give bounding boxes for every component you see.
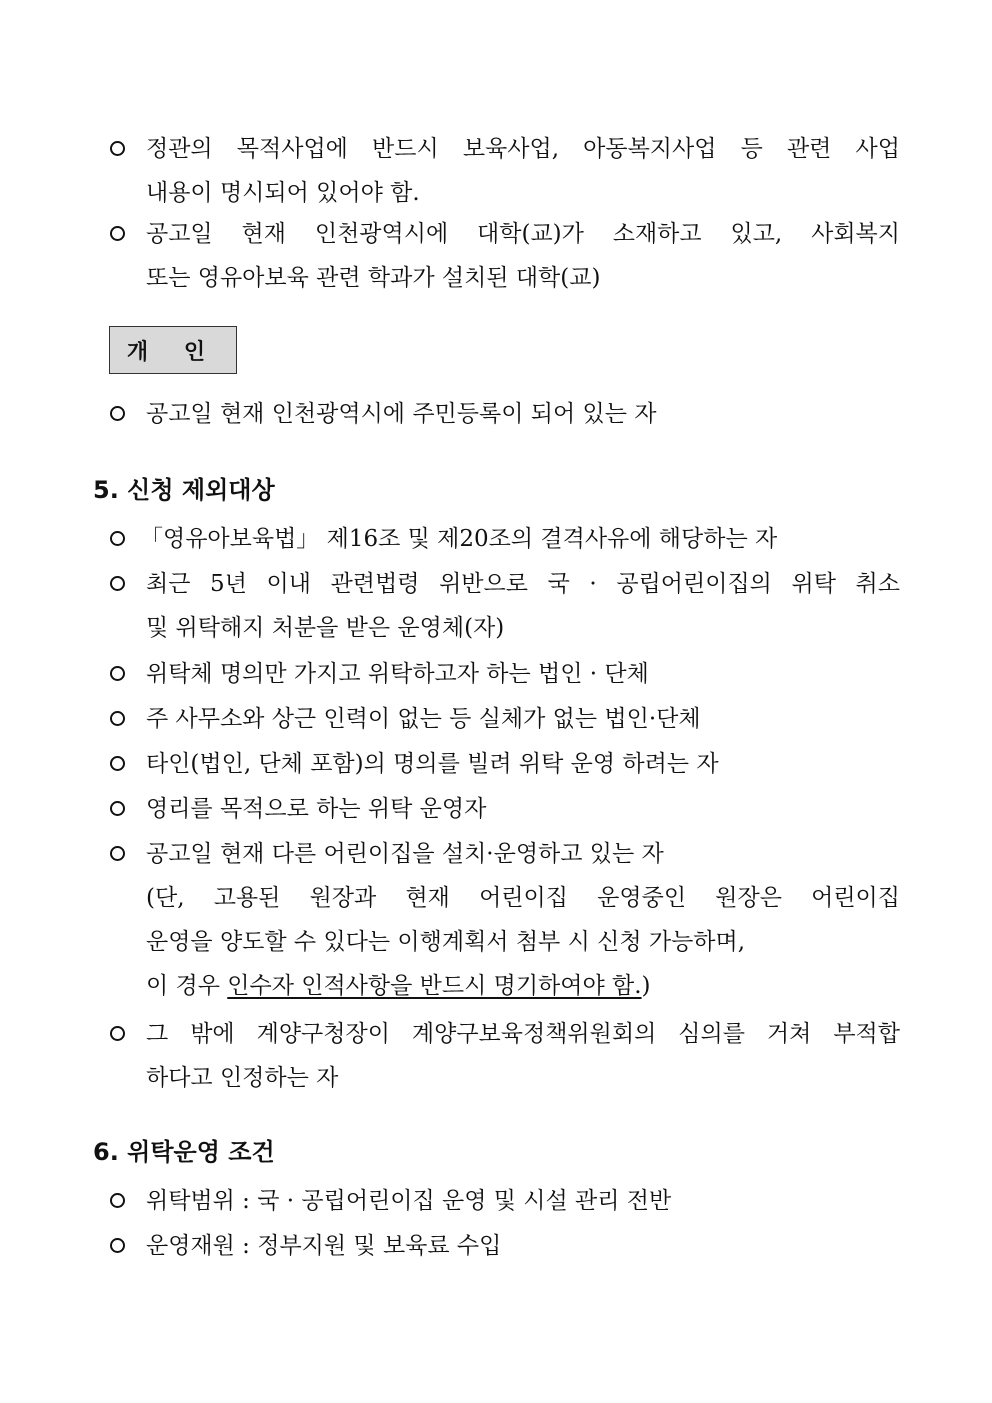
item-text: 하다고 인정하는 자 (146, 1065, 339, 1091)
list-item (110, 1179, 900, 1223)
list-item (110, 562, 900, 650)
item-text: (단, 고용된 원장과 현재 어린이집 운영중인 원장은 어린이집 (146, 885, 900, 911)
item-text: 그 밖에 계양구청장이 계양구보육정책위원회의 심의를 거쳐 부적합 (146, 1021, 900, 1047)
item-text: 공고일 현재 인천광역시에 주민등록이 되어 있는 자 (146, 401, 657, 427)
note-prefix: 이 경우 (146, 973, 228, 999)
item-text: 정관의 목적사업에 반드시 보육사업, 아동복지사업 등 관련 사업 (146, 136, 900, 162)
circle-bullet-icon (110, 666, 125, 681)
list-item (110, 1012, 900, 1100)
individual-label-box: 개 인 (109, 326, 237, 374)
circle-bullet-icon (110, 1238, 125, 1253)
section-5-title: 5. 신청 제외대상 (93, 476, 275, 504)
item-text: 또는 영유아보육 관련 학과가 설치된 대학(교) (146, 265, 601, 291)
list-item (110, 127, 900, 215)
item-text: 운영을 양도할 수 있다는 이행계획서 첨부 시 신청 가능하며, (146, 929, 746, 955)
item-text: 위탁체 명의만 가지고 위탁하고자 하는 법인 · 단체 (146, 661, 649, 687)
item-text: 운영재원 : 정부지원 및 보육료 수입 (146, 1233, 502, 1259)
item-text: 영리를 목적으로 하는 위탁 운영자 (146, 796, 487, 822)
item-text: 타인(법인, 단체 포함)의 명의를 빌려 위탁 운영 하려는 자 (146, 751, 719, 777)
note-underlined: 인수자 인적사항을 반드시 명기하여야 함. (227, 973, 642, 999)
item-text: 공고일 현재 다른 어린이집을 설치·운영하고 있는 자 (146, 841, 664, 867)
circle-bullet-icon (110, 406, 125, 421)
list-item (110, 787, 900, 831)
list-item (110, 392, 900, 436)
item-note (110, 964, 900, 1008)
list-item (110, 212, 900, 300)
circle-bullet-icon (110, 756, 125, 771)
circle-bullet-icon (110, 576, 125, 591)
list-item (110, 742, 900, 786)
list-item (110, 517, 900, 561)
section-6-title: 6. 위탁운영 조건 (93, 1138, 275, 1166)
circle-bullet-icon (110, 141, 125, 156)
item-text: 및 위탁해지 처분을 받은 운영체(자) (146, 615, 505, 641)
circle-bullet-icon (110, 801, 125, 816)
circle-bullet-icon (110, 531, 125, 546)
item-text: 「영유아보육법」 제16조 및 제20조의 결격사유에 해당하는 자 (140, 526, 778, 552)
list-item (110, 832, 900, 1008)
list-item (110, 697, 900, 741)
circle-bullet-icon (110, 846, 125, 861)
circle-bullet-icon (110, 1026, 125, 1041)
circle-bullet-icon (110, 711, 125, 726)
circle-bullet-icon (110, 1193, 125, 1208)
list-item (110, 652, 900, 696)
item-text: 최근 5년 이내 관련법령 위반으로 국 · 공립어린이집의 위탁 취소 (146, 571, 900, 597)
item-text: 주 사무소와 상근 인력이 없는 등 실체가 없는 법인·단체 (146, 706, 701, 732)
list-item (110, 1224, 900, 1268)
item-text: 내용이 명시되어 있어야 함. (146, 180, 420, 206)
circle-bullet-icon (110, 226, 125, 241)
item-text: 공고일 현재 인천광역시에 대학(교)가 소재하고 있고, 사회복지 (146, 221, 900, 247)
item-text: 위탁범위 : 국 · 공립어린이집 운영 및 시설 관리 전반 (146, 1188, 672, 1214)
note-suffix: ) (641, 973, 651, 999)
